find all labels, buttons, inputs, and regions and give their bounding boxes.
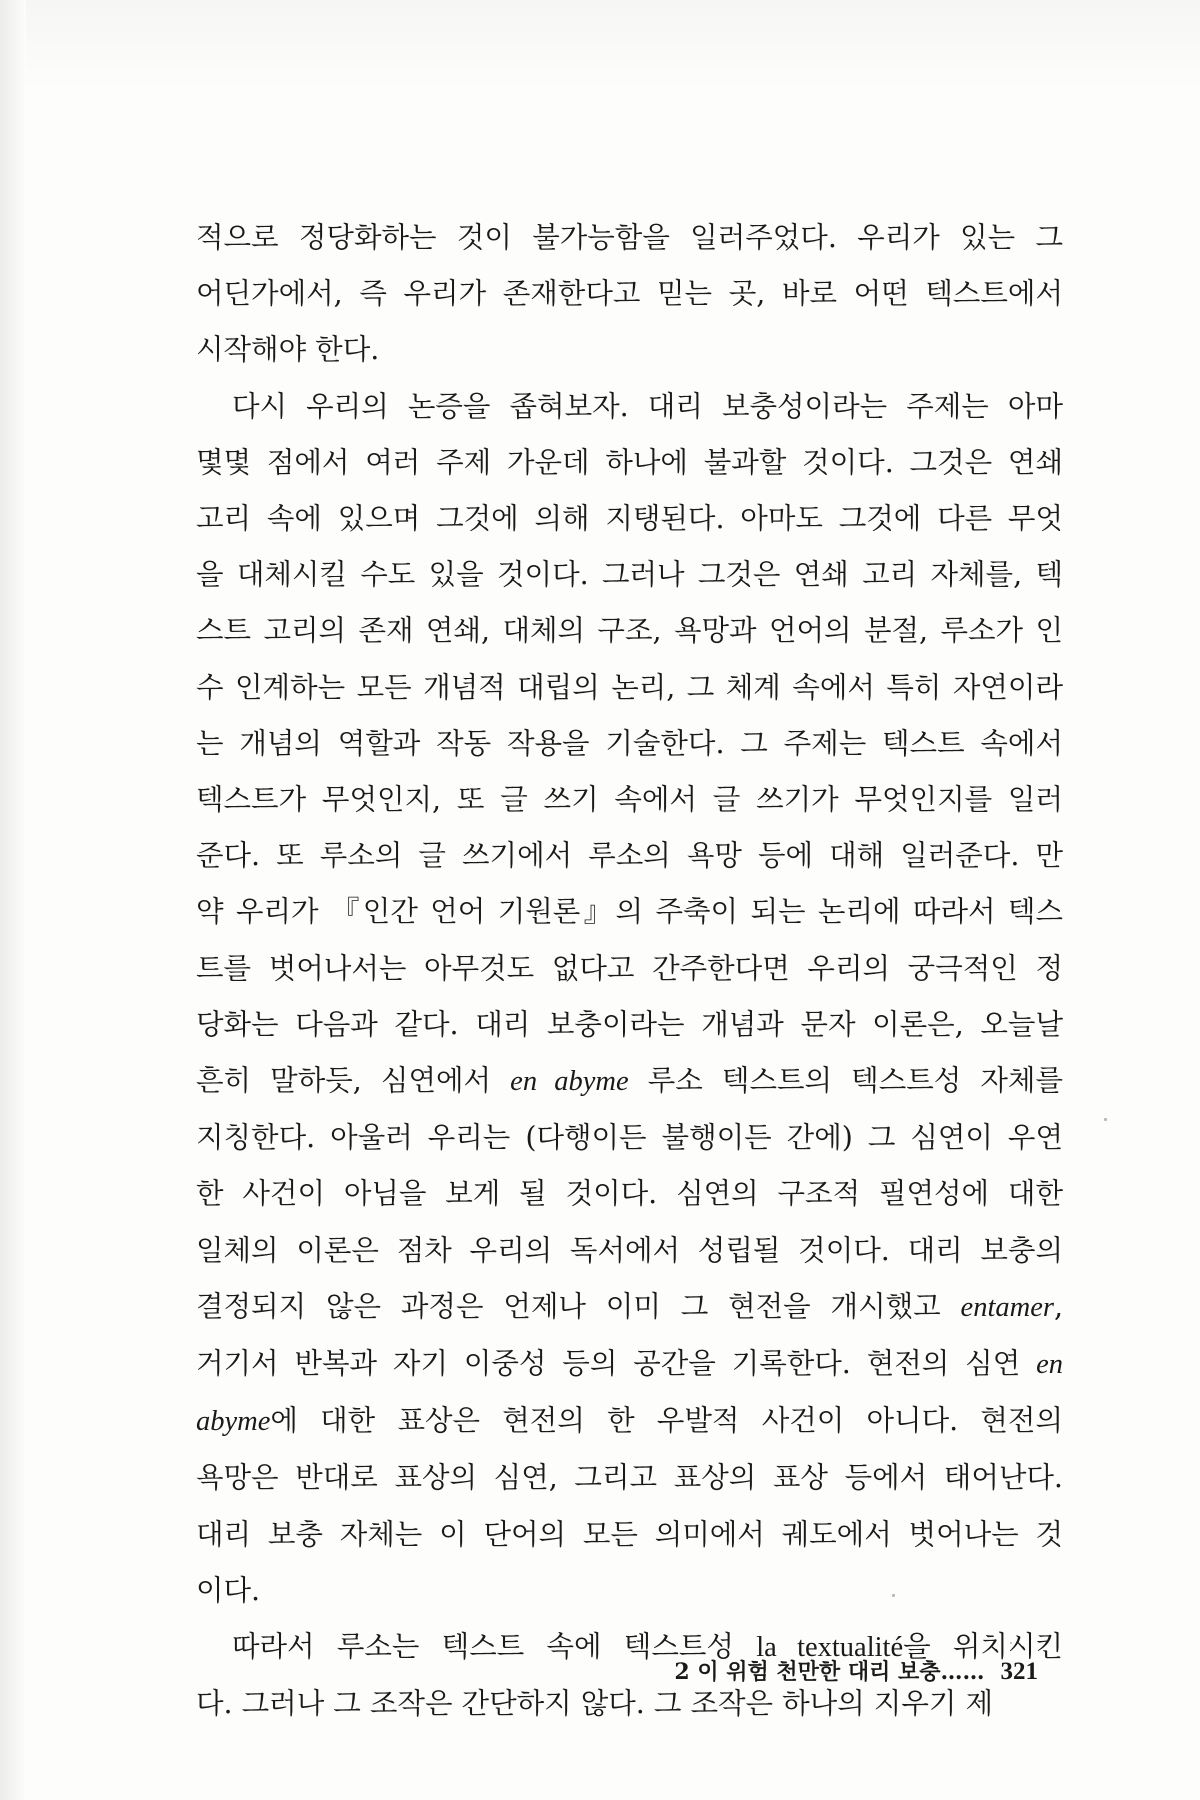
page-gutter-shading	[0, 0, 26, 1800]
text-run: 에 대한 표상은 현전의 한 우발적 사건이 아니다. 현전의	[270, 1404, 1063, 1438]
text-run: 을 위치시킨	[903, 1630, 1064, 1664]
foreign-term: la textualité	[756, 1632, 904, 1664]
text-line	[196, 210, 1063, 266]
text-line	[196, 435, 1063, 491]
scan-speck	[1104, 1118, 1107, 1121]
text-run: 적으로 정당화하는 것이 불가능함을 일러주었다. 우리가 있는 그	[196, 221, 1063, 254]
paragraph	[196, 210, 1063, 379]
text-run: 다. 그러나 그 조작은 간단하지 않다. 그 조작은 하나의 지우기 제	[196, 1687, 993, 1721]
text-run: 욕망은 반대로 표상의 심연, 그리고 표상의 표상 등에서 태어난다.	[196, 1461, 1063, 1495]
text-run: 약 우리가 『인간 언어 기원론』의 주축이 되는 논리에 따라서 텍스	[196, 895, 1063, 929]
paragraph	[196, 379, 1063, 1619]
page-footer	[674, 1655, 1038, 1686]
text-run: 대리 보충 자체는 이 단어의 모든 의미에서 궤도에서 벗어나는 것	[196, 1517, 1063, 1551]
text-run: 루소 텍스트의 텍스트성 자체를	[628, 1064, 1063, 1098]
text-line	[196, 772, 1063, 828]
text-run: 당화는 다음과 같다. 대리 보충이라는 개념과 문자 이론은, 오늘날	[196, 1007, 1063, 1041]
text-line	[196, 1336, 1063, 1393]
italic-term: entamer	[960, 1291, 1054, 1323]
text-run: 일체의 이론은 점차 우리의 독서에서 성립될 것이다. 대리 보충의	[196, 1233, 1063, 1267]
text-line	[196, 828, 1063, 884]
text-line	[196, 1053, 1063, 1110]
text-run: 결정되지 않은 과정은 언제나 이미 그 현전을 개시했고	[196, 1289, 961, 1323]
page-top-shading	[0, 0, 1200, 90]
italic-term: en	[1036, 1349, 1063, 1381]
text-line	[196, 1450, 1063, 1506]
text-line	[196, 660, 1063, 716]
text-line	[196, 379, 1063, 435]
text-run: 수 인계하는 모든 개념적 대립의 논리, 그 체계 속에서 특히 자연이라	[196, 670, 1063, 704]
text-line	[196, 997, 1063, 1053]
text-line	[196, 322, 1063, 378]
text-run: 는 개념의 역할과 작동 작용을 기술한다. 그 주제는 텍스트 속에서	[196, 726, 1063, 760]
text-run: 스트 고리의 존재 연쇄, 대체의 구조, 욕망과 언어의 분절, 루소가 인	[196, 614, 1063, 648]
text-line	[196, 1223, 1063, 1279]
text-line	[196, 1110, 1063, 1166]
text-line	[196, 941, 1063, 997]
text-line	[196, 884, 1063, 940]
text-line	[196, 491, 1063, 547]
italic-term: abyme	[196, 1406, 271, 1438]
running-head: 2 이 위험 천만한 대리 보충……	[674, 1659, 985, 1685]
text-run: ,	[1053, 1289, 1063, 1323]
text-run: 몇몇 점에서 여러 주제 가운데 하나에 불과할 것이다. 그것은 연쇄	[196, 445, 1063, 479]
text-line	[196, 603, 1063, 659]
text-run: 따라서 루소는 텍스트 속에 텍스트성	[232, 1630, 757, 1664]
text-run: 텍스트가 무엇인지, 또 글 쓰기 속에서 글 쓰기가 무엇인지를 일러	[196, 783, 1063, 817]
text-run: 거기서 반복과 자기 이중성 등의 공간을 기록한다. 현전의 심연	[196, 1347, 1037, 1381]
text-run: 어딘가에서, 즉 우리가 존재한다고 믿는 곳, 바로 어떤 텍스트에서	[196, 277, 1063, 311]
body-text	[196, 210, 1063, 1732]
text-line	[196, 1166, 1063, 1222]
text-line	[196, 716, 1063, 772]
text-run: 시작해야 한다.	[196, 333, 380, 367]
text-run: 다시 우리의 논증을 좁혀보자. 대리 보충성이라는 주제는 아마	[232, 389, 1063, 423]
text-line	[196, 1507, 1063, 1563]
page-number: 321	[1000, 1658, 1038, 1685]
text-run: 트를 벗어나서는 아무것도 없다고 간주한다면 우리의 궁극적인 정	[196, 951, 1063, 985]
text-line	[196, 1393, 1063, 1450]
text-run: 을 대체시킬 수도 있을 것이다. 그러나 그것은 연쇄 고리 자체를, 텍	[196, 558, 1063, 592]
text-run: 지칭한다. 아울러 우리는 (다행이든 불행이든 간에) 그 심연이 우연	[196, 1121, 1063, 1155]
text-run: 한 사건이 아님을 보게 될 것이다. 심연의 구조적 필연성에 대한	[196, 1177, 1063, 1211]
text-run: 이다.	[196, 1573, 261, 1607]
text-run: 고리 속에 있으며 그것에 의해 지탱된다. 아마도 그것에 다른 무엇	[196, 502, 1063, 536]
text-line	[196, 547, 1063, 603]
text-run: 흔히 말하듯, 심연에서	[196, 1064, 511, 1098]
text-run: 준다. 또 루소의 글 쓰기에서 루소의 욕망 등에 대해 일러준다. 만	[196, 839, 1063, 873]
text-line	[196, 266, 1063, 322]
text-line	[196, 1563, 1063, 1619]
text-line	[196, 1279, 1063, 1336]
italic-term: en abyme	[510, 1066, 629, 1098]
